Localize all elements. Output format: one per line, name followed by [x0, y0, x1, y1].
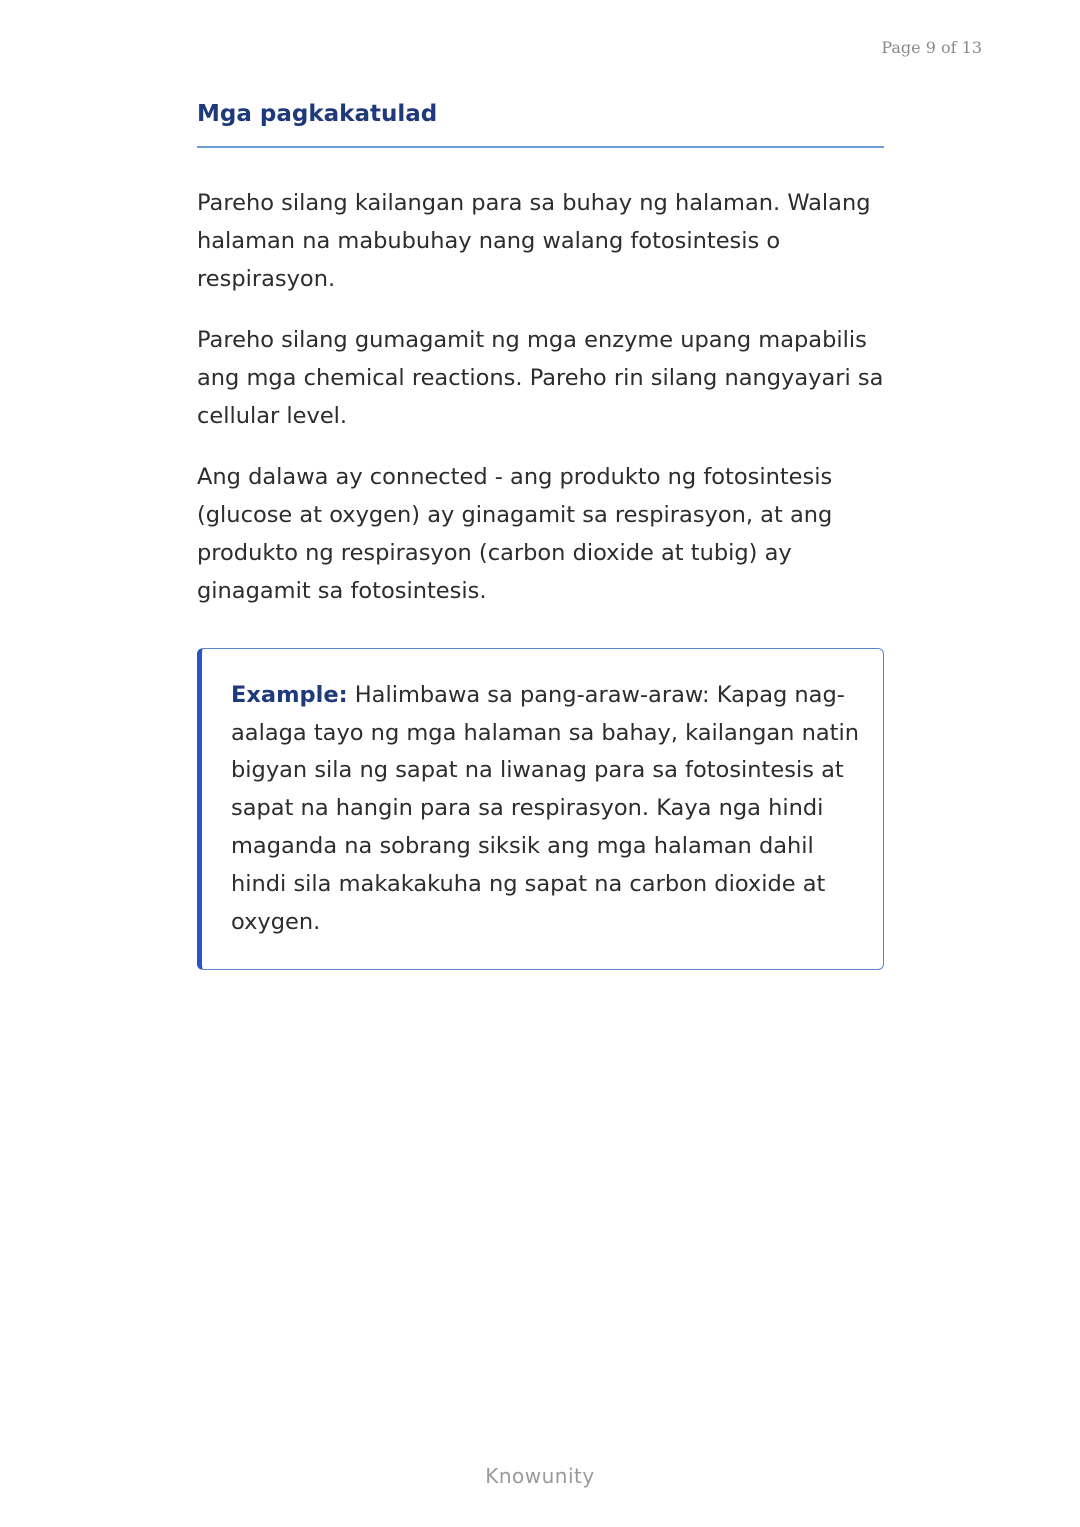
page-content: [197, 100, 884, 970]
example-body: Halimbawa sa pang-araw-araw: Kapag nag-aalaga tayo ng mga halaman sa bahay, kailangan natin bigyan sila ng sapat na liwanag para sa fotosintesis at sapat na hangin para sa respirasyon. Kaya nga hindi maganda na sobrang siksik ang mga halaman dahil hindi sila makakakuha ng sapat na carbon dioxide at oxygen.: [231, 681, 859, 935]
footer-brand: Knowunity: [485, 1464, 595, 1488]
page-number: Page 9 of 13: [881, 38, 982, 57]
example-text: [231, 677, 859, 942]
paragraph-1: Pareho silang kailangan para sa buhay ng halaman. Walang halaman na mabubuhay nang walang fotosintesis o respirasyon.: [197, 189, 871, 292]
example-callout: [197, 648, 884, 971]
example-label: Example:: [231, 681, 348, 708]
section-heading: Mga pagkakatulad: [197, 100, 884, 148]
paragraph-3: Ang dalawa ay connected - ang produkto ng fotosintesis (glucose at oxygen) ay ginagamit sa respirasyon, at ang produkto ng respirasyon (carbon dioxide at tubig) ay ginagamit sa fotosintesis.: [197, 463, 833, 604]
paragraph-2: Pareho silang gumagamit ng mga enzyme upang mapabilis ang mga chemical reactions. Pareho rin silang nangyayari sa cellular level.: [197, 326, 884, 429]
